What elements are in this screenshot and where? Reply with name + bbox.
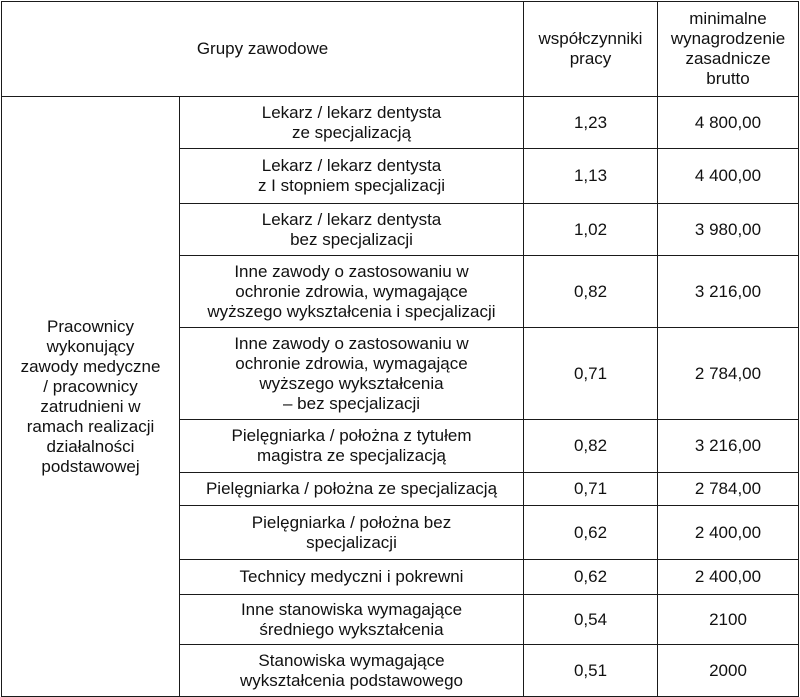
role-line: Pielęgniarka / położna bez (251, 512, 452, 532)
category-line: zatrudnieni w (40, 396, 141, 416)
category-cell (2, 97, 180, 697)
role-line: Pielęgniarka / położna z tytułem (231, 426, 472, 445)
header-coefficient-line: pracy (569, 49, 612, 68)
role-cell (180, 473, 524, 506)
coefficient-cell: 0,51 (524, 645, 658, 697)
header-salary-line: brutto (706, 69, 750, 88)
table-row (2, 97, 799, 149)
role-line: z I stopniem specjalizacji (257, 176, 446, 195)
salary-cell: 3 216,00 (658, 420, 799, 473)
salary-table (1, 1, 799, 697)
role-line: ochronie zdrowia, wymagające (235, 281, 468, 301)
coefficient-cell: 0,71 (524, 328, 658, 420)
header-coefficient (524, 2, 658, 97)
coefficient-cell: 0,62 (524, 560, 658, 595)
salary-cell: 4 400,00 (658, 149, 799, 204)
coefficient-cell: 1,13 (524, 149, 658, 204)
header-salary-line: minimalne (689, 9, 767, 28)
category-line: działalności (46, 436, 135, 456)
role-cell (180, 645, 524, 697)
salary-cell: 2 400,00 (658, 560, 799, 595)
role-cell (180, 420, 524, 473)
role-cell (180, 149, 524, 204)
role-cell (180, 97, 524, 149)
role-line: Pielęgniarka / położna ze specjalizacją (205, 479, 498, 498)
header-salary-line: zasadnicze (685, 49, 771, 68)
category-line: / pracownicy (43, 376, 138, 396)
salary-cell: 2 784,00 (658, 328, 799, 420)
coefficient-cell: 1,23 (524, 97, 658, 149)
salary-cell: 2000 (658, 645, 799, 697)
role-line: Lekarz / lekarz dentysta (261, 102, 442, 122)
category-line: zawody medyczne (20, 356, 161, 376)
coefficient-cell: 0,71 (524, 473, 658, 506)
role-line: bez specjalizacji (290, 229, 413, 249)
header-coefficient-line: współczynniki (538, 29, 643, 48)
category-line: ramach realizacji (26, 416, 155, 436)
role-line: Stanowiska wymagające (258, 650, 445, 670)
role-line: specjalizacji (306, 532, 397, 552)
header-salary-line: wynagrodzenie (670, 29, 786, 48)
role-cell (180, 328, 524, 420)
role-line: wyższego wykształcenia (259, 373, 444, 393)
role-cell (180, 204, 524, 256)
salary-cell: 4 800,00 (658, 97, 799, 149)
coefficient-cell: 0,82 (524, 420, 658, 473)
role-line: średniego wykształcenia (259, 619, 444, 639)
header-groups: Grupy zawodowe (2, 2, 524, 97)
role-cell (180, 560, 524, 595)
role-cell (180, 256, 524, 328)
role-line: wyższego wykształcenia i specjalizacji (207, 301, 496, 321)
salary-cell: 3 216,00 (658, 256, 799, 328)
role-line: Lekarz / lekarz dentysta (261, 209, 442, 229)
salary-cell: 2100 (658, 595, 799, 645)
coefficient-cell: 0,54 (524, 595, 658, 645)
coefficient-cell: 0,62 (524, 506, 658, 560)
header-row (2, 2, 799, 97)
role-line: Inne zawody o zastosowaniu w (234, 333, 469, 353)
category-line: wykonujący (46, 336, 135, 356)
category-line: Pracownicy (47, 316, 134, 336)
coefficient-cell: 0,82 (524, 256, 658, 328)
role-line: – bez specjalizacji (282, 393, 420, 413)
salary-cell: 2 400,00 (658, 506, 799, 560)
role-line: Inne zawody o zastosowaniu w (234, 261, 469, 281)
role-line: wykształcenia podstawowego (239, 670, 463, 690)
salary-cell: 2 784,00 (658, 473, 799, 506)
role-line: ze specjalizacją (291, 122, 412, 142)
role-line: Technicy medyczni i pokrewni (239, 567, 464, 586)
header-salary (658, 2, 799, 97)
role-line: Lekarz / lekarz dentysta (261, 156, 442, 175)
role-line: Inne stanowiska wymagające (240, 599, 463, 619)
category-line: podstawowej (41, 456, 140, 476)
role-cell (180, 506, 524, 560)
role-line: ochronie zdrowia, wymagające (235, 353, 468, 373)
role-cell (180, 595, 524, 645)
role-line: magistra ze specjalizacją (257, 446, 446, 465)
coefficient-cell: 1,02 (524, 204, 658, 256)
salary-cell: 3 980,00 (658, 204, 799, 256)
